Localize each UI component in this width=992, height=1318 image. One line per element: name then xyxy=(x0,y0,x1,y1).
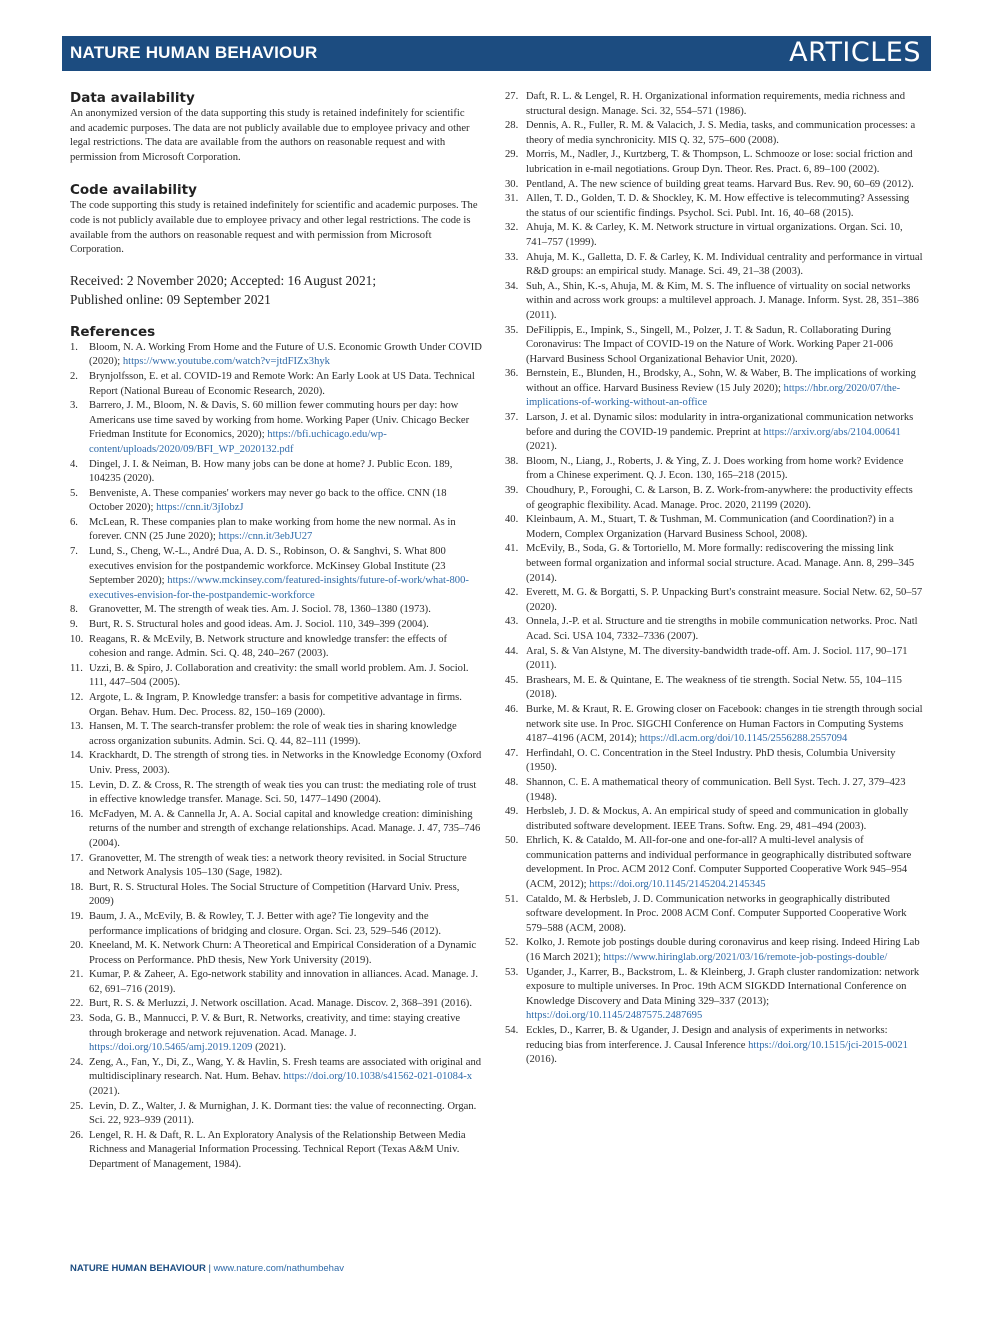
reference-text: Kleinbaum, A. M., Stuart, T. & Tushman, M. Communication (and Coordination?) in a Modern, Complex Organization (Harvard Business School, 2008). xyxy=(526,514,895,540)
reference-number: 36. xyxy=(505,368,519,380)
reference-text: DeFilippis, E., Impink, S., Singell, M., Polzer, J. T. & Sadun, R. Collaborating During Coronavirus: The Impact of COVID-19 on the Nature of Work. Working Paper 21-006 (Harvard Business School Organizational Behavior Unit, 2020). xyxy=(526,324,893,365)
reference-text: Levin, D. Z. & Cross, R. The strength of weak ties you can trust: the mediating role of trust in effective knowledge transfer. Manage. Sci. 50, 1477–1490 (2004). xyxy=(89,779,477,806)
reference-text: Allen, T. D., Golden, T. D. & Shockley, K. M. How effective is telecommuting? Assessing the status of our scientific findings. Psychol. Sci. Publ. Int. 16, 40–68 (2015). xyxy=(526,193,910,219)
reference-link[interactable]: https://hbr.org/2020/07/the-implications-of-working-without-an-office xyxy=(526,382,901,409)
data-availability-heading: Data availability xyxy=(70,90,195,106)
reference-text: Kumar, P. & Zaheer, A. Ego-network stability and innovation in alliances. Acad. Manage. J. 62, 691–716 (2019). xyxy=(89,969,478,995)
reference-list-right xyxy=(505,90,923,1068)
reference-item xyxy=(70,852,482,881)
reference-item xyxy=(70,370,482,399)
reference-number: 21. xyxy=(70,969,84,981)
reference-link[interactable]: https://doi.org/10.1038/s41562-021-01084-x xyxy=(283,1071,473,1083)
reference-item xyxy=(70,458,482,487)
reference-item xyxy=(70,487,482,516)
reference-number: 2. xyxy=(70,370,78,382)
reference-number: 46. xyxy=(505,703,519,715)
reference-number: 50. xyxy=(505,835,519,847)
reference-text: Brynjolfsson, E. et al. COVID-19 and Remote Work: An Early Look at US Data. Technical Report (National Bureau of Economic Research, 2020). xyxy=(89,370,475,397)
reference-item xyxy=(70,1012,482,1056)
reference-list-left xyxy=(70,341,482,1173)
reference-item xyxy=(505,148,923,177)
reference-item xyxy=(70,516,482,545)
reference-item xyxy=(505,747,923,776)
reference-number: 38. xyxy=(505,455,519,467)
reference-number: 3. xyxy=(70,400,78,412)
reference-number: 25. xyxy=(70,1100,84,1112)
reference-text: Zeng, A., Fan, Y., Di, Z., Wang, Y. & Havlin, S. Fresh teams are associated with original and multidisciplinary research. Nat. Hum. Behav. xyxy=(89,1056,482,1083)
reference-link[interactable]: https://www.youtube.com/watch?v=jtdFIZx3hyk xyxy=(122,356,330,368)
reference-number: 15. xyxy=(70,779,84,791)
reference-text: Onnela, J.-P. et al. Structure and tie strengths in mobile communication networks. Proc. Natl Acad. Sci. USA 104, 7332–7336 (2007). xyxy=(526,616,918,642)
journal-banner xyxy=(62,36,931,71)
reference-text: Benveniste, A. These companies' workers may never go back to the office. CNN (18 October 2020); xyxy=(89,487,447,514)
reference-link[interactable]: https://dl.acm.org/doi/10.1145/2556288.2557094 xyxy=(639,733,848,745)
reference-number: 30. xyxy=(505,178,519,190)
reference-item xyxy=(505,324,923,368)
reference-text: Kolko, J. Remote job postings double during coronavirus and keep rising. Indeed Hiring Lab (16 March 2021); xyxy=(526,937,920,964)
reference-text: Argote, L. & Ingram, P. Knowledge transfer: a basis for competitive advantage in firms. Organ. Behav. Hum. Dec. Process. 82, 150–169 (2000). xyxy=(89,692,462,718)
reference-item xyxy=(70,808,482,852)
reference-item xyxy=(70,545,482,603)
reference-item xyxy=(505,674,923,703)
reference-number: 41. xyxy=(505,543,519,555)
reference-number: 39. xyxy=(505,485,519,497)
reference-link[interactable]: https://bfi.uchicago.edu/wp-content/uploads/2020/09/BFI_WP_2020132.pdf xyxy=(89,429,387,455)
reference-text: Dennis, A. R., Fuller, R. M. & Valacich, J. S. Media, tasks, and communication processes: a theory of media synchronicity. MIS Q. 32, 575–600 (2008). xyxy=(526,120,916,146)
reference-number: 11. xyxy=(70,662,83,674)
reference-number: 12. xyxy=(70,692,84,703)
reference-text: Granovetter, M. The strength of weak ties: a network theory revisited. in Social Structure and Network Analysis 105–130 (Sage, 1982). xyxy=(89,852,467,879)
reference-number: 19. xyxy=(70,910,84,922)
reference-link[interactable]: https://www.hiringlab.org/2021/03/16/remote-job-postings-double/ xyxy=(603,952,888,964)
reference-number: 32. xyxy=(505,222,519,234)
reference-text: Bloom, N., Liang, J., Roberts, J. & Ying, Z. J. Does working from home work? Evidence from a Chinese experiment. Q. J. Econ. 130, 165–218 (2015). xyxy=(526,455,904,482)
reference-number: 10. xyxy=(70,633,84,645)
reference-number: 8. xyxy=(70,604,78,616)
reference-number: 43. xyxy=(505,616,519,628)
reference-number: 54. xyxy=(505,1025,519,1036)
reference-item xyxy=(70,1100,482,1129)
reference-item xyxy=(505,251,923,280)
reference-text: McLean, R. These companies plan to make working from home the new normal. As in forever. CNN (25 June 2020); xyxy=(89,516,456,543)
published-date: Published online: 09 September 2021 xyxy=(70,291,271,307)
footer-url-link[interactable]: www.nature.com/nathumbehav xyxy=(213,1263,344,1274)
reference-link[interactable]: https://cnn.it/3ebJU27 xyxy=(218,531,313,543)
reference-text: Shannon, C. E. A mathematical theory of communication. Bell Syst. Tech. J. 27, 379–423 (1948). xyxy=(526,776,906,803)
reference-text: Ugander, J., Karrer, B., Backstrom, L. & Kleinberg, J. Graph cluster randomization: network exposure to multiple universes. In Proc. 19th ACM SIGKDD International Conference on Knowledge Discovery and Data Mining 329–337 (2013); xyxy=(526,966,920,1007)
reference-item xyxy=(505,893,923,937)
reference-item xyxy=(505,119,923,148)
reference-text: McEvily, B., Soda, G. & Tortoriello, M. More formally: rediscovering the missing link between formal organization and informal social structure. Acad. Manage. Ann. 8, 299–345 (2014). xyxy=(526,543,915,584)
reference-text: Choudhury, P., Foroughi, C. & Larson, B. Z. Work-from-anywhere: the productivity effects of geographic flexibility. Acad. Manage. Proc. 2020, 21199 (2020). xyxy=(526,485,913,511)
reference-text: Herfindahl, O. C. Concentration in the Steel Industry. PhD thesis, Columbia University (1950). xyxy=(526,747,896,774)
reference-number: 49. xyxy=(505,806,519,818)
reference-item xyxy=(70,939,482,968)
reference-item xyxy=(505,178,923,193)
reference-text: Bernstein, E., Blunden, H., Brodsky, A., Sohn, W. & Waber, B. The implications of working without an office. Harvard Business Review (15 July 2020); xyxy=(526,368,916,394)
reference-text: Suh, A., Shin, K.-s, Ahuja, M. & Kim, M. S. The influence of virtuality on social networks within and across work groups: a multilevel approach. J. Manage. Inform. Syst. 28, 351–386 (2011). xyxy=(526,280,919,321)
reference-text: Soda, G. B., Mannucci, P. V. & Burt, R. Networks, creativity, and time: staying creative through brokerage and network rejuvenation. Acad. Manage. J. xyxy=(89,1013,461,1039)
reference-number: 33. xyxy=(505,251,519,263)
reference-item xyxy=(70,633,482,662)
reference-link[interactable]: https://doi.org/10.5465/amj.2019.1209 xyxy=(89,1042,253,1054)
reference-item xyxy=(70,662,482,691)
reference-item xyxy=(70,1056,482,1100)
reference-item xyxy=(505,455,923,484)
reference-text: Burt, R. S. Structural holes and good ideas. Am. J. Sociol. 110, 349–399 (2004). xyxy=(89,619,429,631)
reference-number: 48. xyxy=(505,776,519,788)
reference-number: 16. xyxy=(70,808,84,820)
code-availability-text: The code supporting this study is retained indefinitely for scientific and academic purposes. The code is not publicly available due to employee privacy and other legal restrictions. The code is available from the authors on reasonable request and with permission from Microsoft Corporation. xyxy=(70,200,478,256)
reference-item xyxy=(70,749,482,778)
reference-text: Dingel, J. I. & Neiman, B. How many jobs can be done at home? J. Public Econ. 189, 104235 (2020). xyxy=(89,458,453,485)
reference-item xyxy=(505,484,923,513)
reference-item xyxy=(505,221,923,250)
reference-number: 6. xyxy=(70,516,78,528)
reference-text: Ahuja, M. K. & Carley, K. M. Network structure in virtual organizations. Organ. Sci. 10, 741–757 (1999). xyxy=(526,222,903,248)
reference-number: 22. xyxy=(70,998,84,1010)
reference-text: Pentland, A. The new science of building great teams. Harvard Bus. Rev. 90, 60–69 (2012). xyxy=(526,178,914,190)
reference-item xyxy=(505,615,923,644)
reference-number: 47. xyxy=(505,747,519,759)
reference-link[interactable]: https://doi.org/10.1145/2145204.2145345 xyxy=(589,879,766,891)
reference-link[interactable]: https://cnn.it/3jIobzJ xyxy=(156,502,244,514)
reference-text: Daft, R. L. & Lengel, R. H. Organizational information requirements, media richness and structural design. Manage. Sci. 32, 554–571 (1986). xyxy=(526,91,906,117)
reference-item xyxy=(505,367,923,411)
reference-item xyxy=(505,966,923,1024)
reference-number: 40. xyxy=(505,514,519,526)
code-availability-heading: Code availability xyxy=(70,182,197,199)
reference-item xyxy=(70,618,482,633)
reference-item xyxy=(70,399,482,457)
reference-item xyxy=(70,881,482,910)
reference-text: Lengel, R. H. & Daft, R. L. An Exploratory Analysis of the Relationship Between Media Richness and Managerial Information Processing. Technical Report (Texas A&M Univ. Department of Management, 1984). xyxy=(89,1129,466,1170)
reference-item xyxy=(505,542,923,586)
reference-item xyxy=(70,910,482,939)
reference-text: McFadyen, M. A. & Cannella Jr, A. A. Social capital and knowledge creation: diminishing returns of the number and strength of exchange relationships. Acad. Manage. J. 47, 735–746 (2004). xyxy=(89,808,481,849)
reference-text: Reagans, R. & McEvily, B. Network structure and knowledge transfer: the effects of cohesion and range. Admin. Sci. Q. 48, 240–267 (2003). xyxy=(89,633,448,660)
reference-text: Herbsleb, J. D. & Mockus, A. An empirical study of speed and communication in globally distributed software development. IEEE Trans. Softw. Eng. 29, 481–494 (2003). xyxy=(526,806,909,832)
reference-text: Ehrlich, K. & Cataldo, M. All-for-one and one-for-all? A multi-level analysis of communication patterns and individual performance in geographically distributed software development. In Proc. ACM 2012 Conf. Computer Supported Cooperative Work 945–954 (ACM, 2012); xyxy=(526,835,912,891)
reference-text: Levin, D. Z., Walter, J. & Murnighan, J. K. Dormant ties: the value of reconnecting. Organ. Sci. 22, 923–939 (2011). xyxy=(89,1100,477,1127)
reference-item xyxy=(505,1024,923,1068)
reference-text: Bloom, N. A. Working From Home and the Future of U.S. Economic Growth Under COVID (2020); xyxy=(89,341,482,368)
reference-item xyxy=(70,997,482,1012)
reference-text: Kneeland, M. K. Network Churn: A Theoretical and Empirical Consideration of a Dynamic Process on Performance. PhD thesis, New York University (2019). xyxy=(89,940,477,966)
reference-number: 13. xyxy=(70,721,84,733)
references-heading: References xyxy=(70,323,156,340)
reference-number: 5. xyxy=(70,487,78,499)
reference-number: 27. xyxy=(505,91,519,102)
reference-text: Aral, S. & Van Alstyne, M. The diversity-bandwidth trade-off. Am. J. Sociol. 117, 90–171 (2011). xyxy=(526,645,908,672)
reference-item xyxy=(70,691,482,720)
reference-number: 45. xyxy=(505,674,519,686)
reference-item xyxy=(505,805,923,834)
reference-item xyxy=(505,280,923,324)
reference-item xyxy=(70,603,482,618)
reference-number: 37. xyxy=(505,412,519,424)
reference-number: 52. xyxy=(505,937,519,949)
reference-item xyxy=(70,779,482,808)
reference-item xyxy=(505,90,923,119)
reference-item xyxy=(70,1129,482,1173)
reference-text: Cataldo, M. & Herbsleb, J. D. Communication networks in geographically distributed software development. In Proc. 2008 ACM Conf. Computer Supported Cooperative Work 579–588 (ACM, 2008). xyxy=(526,893,907,934)
reference-number: 51. xyxy=(505,893,519,905)
reference-number: 35. xyxy=(505,324,519,336)
reference-text: Burt, R. S. Structural Holes. The Social Structure of Competition (Harvard Univ. Press, 2009) xyxy=(89,881,460,908)
reference-text: Hansen, M. T. The search-transfer problem: the role of weak ties in sharing knowledge across organization subunits. Admin. Sci. Q. 44, 82–111 (1999). xyxy=(89,721,457,747)
reference-item xyxy=(505,586,923,615)
reference-number: 34. xyxy=(505,280,519,292)
reference-text: Uzzi, B. & Spiro, J. Collaboration and creativity: the small world problem. Am. J. Sociol. 111, 447–504 (2005). xyxy=(89,662,469,689)
footer-journal: NATURE HUMAN BEHAVIOUR xyxy=(70,1263,206,1274)
reference-number: 7. xyxy=(70,546,78,558)
reference-number: 23. xyxy=(70,1013,84,1025)
reference-item xyxy=(505,645,923,674)
reference-text: Lund, S., Cheng, W.-L., André Dua, A. D. S., Robinson, O. & Sanghvi, S. What 800 executives envision for the postpandemic workforce. McKinsey Global Institute (23 September 2020); xyxy=(89,546,446,587)
reference-link[interactable]: https://www.mckinsey.com/featured-insights/future-of-work/what-800-executives-envision-for-the-postpandemic-workforce xyxy=(89,575,469,601)
footer-separator: | xyxy=(205,1263,214,1274)
reference-text: Eckles, D., Karrer, B. & Ugander, J. Design and analysis of experiments in networks: reducing bias from interference. J. Causal Inference xyxy=(526,1025,888,1051)
left-column xyxy=(70,90,482,1173)
reference-link[interactable]: https://doi.org/10.1515/jci-2015-0021 xyxy=(748,1039,908,1051)
reference-number: 17. xyxy=(70,852,84,864)
reference-item xyxy=(70,720,482,749)
reference-text: Burke, M. & Kraut, R. E. Growing closer on Facebook: changes in tie strength through social network site use. In Proc. SIGCHI Conference on Human Factors in Computing Systems 4187–4196 (ACM, 2014); xyxy=(526,703,923,745)
reference-text-tail: (2021). xyxy=(89,1086,120,1098)
reference-text: Barrero, J. M., Bloom, N. & Davis, S. 60 million fewer commuting hours per day: how Americans use time saved by working from home. Working Paper (Univ. Chicago Becker Friedman Institute for Economics, 2020); xyxy=(89,400,470,441)
reference-item xyxy=(70,968,482,997)
reference-text: Ahuja, M. K., Galletta, D. F. & Carley, K. M. Individual centrality and performance in virtual R&D groups: an empirical study. Manage. Sci. 49, 21–38 (2003). xyxy=(526,251,923,278)
reference-link[interactable]: https://arxiv.org/abs/2104.00641 xyxy=(763,426,901,438)
reference-text: Brashears, M. E. & Quintane, E. The weakness of tie strength. Social Netw. 55, 104–115 (2018). xyxy=(526,674,902,701)
reference-number: 1. xyxy=(70,341,78,353)
reference-item xyxy=(70,341,482,370)
reference-text-tail: (2021). xyxy=(526,441,557,453)
reference-text: Morris, M., Nadler, J., Kurtzberg, T. & Thompson, L. Schmooze or lose: social friction and lubrication in e-mail negotiations. Group Dyn. Theor. Res. Pract. 6, 89–100 (2002). xyxy=(526,149,913,175)
reference-item xyxy=(505,936,923,965)
page-footer xyxy=(70,1263,344,1274)
reference-text: Burt, R. S. & Merluzzi, J. Network oscillation. Acad. Manage. Discov. 2, 368–391 (2016). xyxy=(89,998,472,1010)
reference-number: 29. xyxy=(505,149,519,161)
journal-title: NATURE HUMAN BEHAVIOUR xyxy=(70,43,318,62)
reference-item xyxy=(505,192,923,221)
reference-number: 14. xyxy=(70,750,84,762)
data-availability-text: An anonymized version of the data supporting this study is retained indefinitely for scientific and academic purposes. The data are not publicly available due to employee privacy and other legal restrictions. The data are available from the authors on reasonable request and with permission from Microsoft Corporation. xyxy=(70,108,470,163)
reference-number: 53. xyxy=(505,966,519,978)
reference-link[interactable]: https://doi.org/10.1145/2487575.2487695 xyxy=(526,1010,703,1022)
reference-number: 42. xyxy=(505,587,519,599)
reference-item xyxy=(505,776,923,805)
reference-text: Granovetter, M. The strength of weak ties. Am. J. Sociol. 78, 1360–1380 (1973). xyxy=(89,604,431,616)
received-accepted-dates: Received: 2 November 2020; Accepted: 16 August 2021; xyxy=(70,272,377,288)
reference-text-tail: (2021). xyxy=(252,1042,286,1054)
reference-item xyxy=(505,703,923,747)
reference-text: Everett, M. G. & Borgatti, S. P. Unpacking Burt's constraint measure. Social Netw. 62, 50–57 (2020). xyxy=(526,587,923,613)
reference-text-tail: (2016). xyxy=(526,1054,557,1066)
reference-number: 18. xyxy=(70,881,84,893)
reference-number: 28. xyxy=(505,120,519,132)
reference-number: 31. xyxy=(505,193,519,205)
reference-item xyxy=(505,513,923,542)
reference-text: Larson, J. et al. Dynamic silos: modularity in intra-organizational communication networks before and during the COVID-19 pandemic. Preprint at xyxy=(526,412,914,438)
right-column xyxy=(505,90,923,1068)
reference-item xyxy=(505,834,923,892)
reference-number: 24. xyxy=(70,1056,84,1068)
reference-number: 20. xyxy=(70,940,84,952)
reference-text: Krackhardt, D. The strength of strong ties. in Networks in the Knowledge Economy (Oxford Univ. Press, 2003). xyxy=(89,750,482,776)
reference-item xyxy=(505,411,923,455)
reference-text: Baum, J. A., McEvily, B. & Rowley, T. J. Better with age? Tie longevity and the performance implications of bridging and closure. Organ. Sci. 23, 529–546 (2012). xyxy=(89,910,441,937)
reference-number: 44. xyxy=(505,645,519,657)
section-label: ARTICLES xyxy=(789,37,921,68)
reference-number: 26. xyxy=(70,1129,84,1141)
reference-number: 9. xyxy=(70,619,78,631)
reference-number: 4. xyxy=(70,458,78,470)
